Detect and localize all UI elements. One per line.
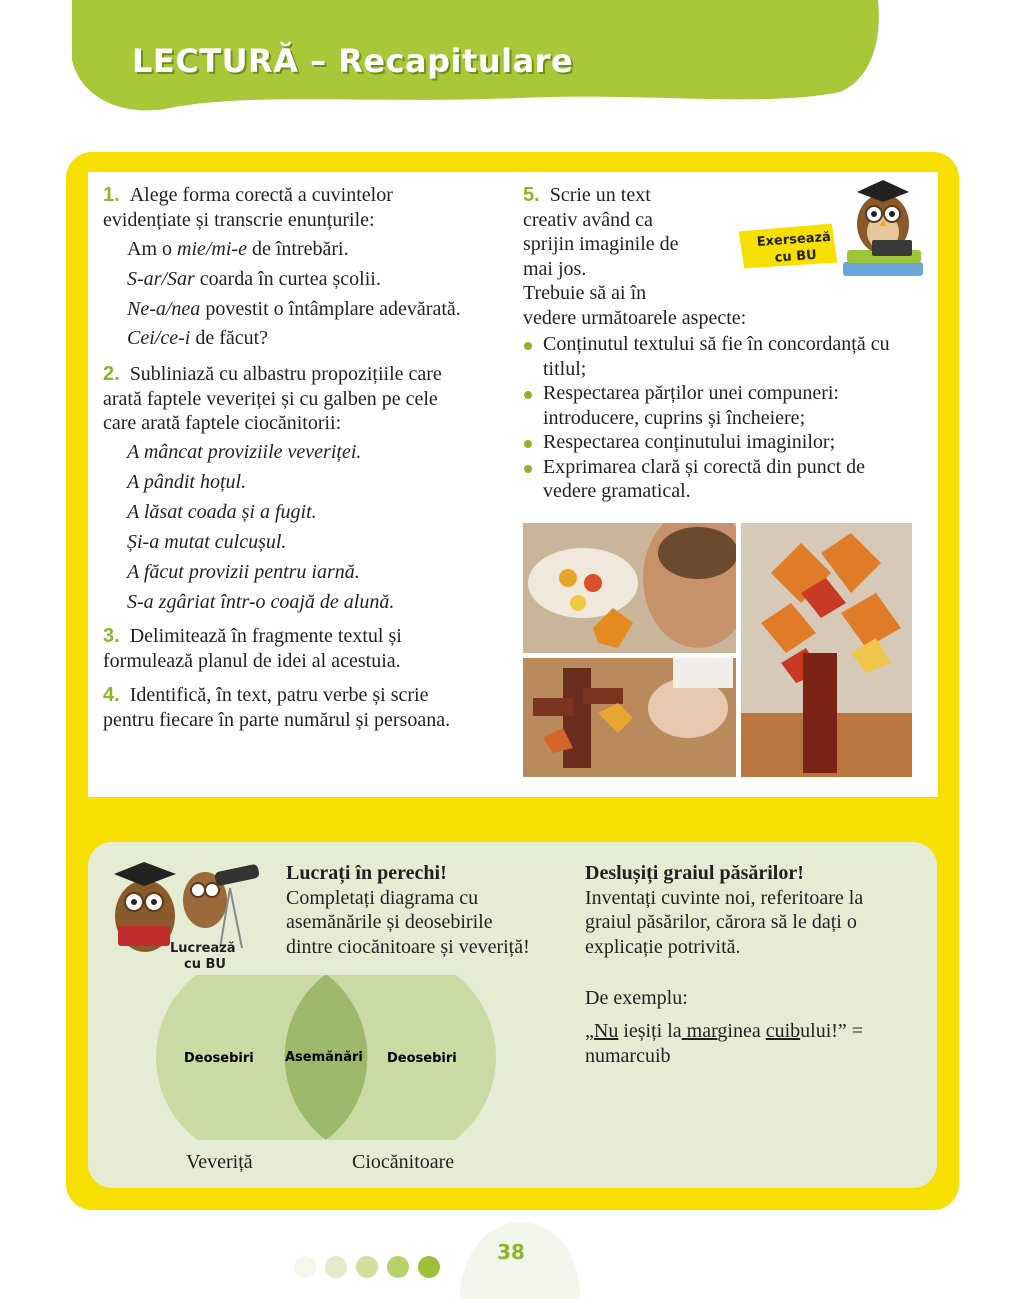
page-number: 38 [497,1240,525,1264]
progress-dot [294,1256,316,1278]
svg-text:cu BU: cu BU [184,957,226,970]
svg-text:Exersează: Exersează [756,229,832,250]
ex2-item: S-a zgâriat într-o coajă de alună. [127,591,395,613]
progress-dot [387,1256,409,1278]
ex2-item: Și-a mutat culcușul. [127,531,287,553]
example-result: numarcuib [585,1044,671,1067]
criteria-item: Respectarea părților unei compuneri: introducere, cuprins și încheiere; [523,381,923,430]
ex1-item: Ne-a/nea povestit o întâmplare adevărată. [127,298,461,320]
ex2-item: A mâncat proviziile veveriței. [127,441,362,463]
photo-paper-tree [523,658,736,777]
progress-dot [418,1256,440,1278]
venn-right-label: Deosebiri [387,1051,457,1066]
venn-caption-left: Veveriță [186,1151,253,1173]
photo-painting-leaves [523,523,736,653]
exercise-number: 1. [103,184,120,206]
exercise-number: 5. [523,184,540,206]
owls-icon [114,862,260,952]
exerseaza-badge [735,172,935,292]
ex1-item: S-ar/Sar coarda în curtea școlii. [127,268,381,290]
criteria-item: Exprimarea clară și corectă din punct de vedere gramatical. [523,455,923,504]
criteria-list [523,332,923,504]
svg-text:cu BU: cu BU [774,247,818,266]
ex2-item: A pândit hoțul. [127,471,247,493]
exercise-1 [103,183,513,232]
ex1-item: Am o mie/mi-e de întrebări. [127,238,349,260]
progress-dot [325,1256,347,1278]
exercise-number: 4. [103,684,120,706]
venn-left-label: Deosebiri [184,1051,254,1066]
exercise-text: Alege forma corectă a cuvintelor [129,184,393,206]
exercise-2: 2. Subliniază cu albastru propozițiile care arată faptele veveriței și cu galben pe cele care arată faptele ciocănitorii: [103,363,442,434]
lucreaza-badge [100,858,265,970]
svg-text:Lucrează: Lucrează [170,941,236,956]
venn-diagram [150,975,502,1140]
progress-dot [356,1256,378,1278]
ex2-item: A făcut provizii pentru iarnă. [127,561,360,583]
pairs-text: Lucrați în perechi! Completați diagrama cu asemănările și deosebirile dintre ciocănitoare și veveriță! [286,861,576,959]
pairs-title: Lucrați în perechi! [286,862,447,884]
example-label: De exemplu: [585,987,688,1009]
exercise-4: 4. Identifică, în text, patru verbe și scrie pentru fiecare în parte numărul și persoana. [103,684,451,731]
birds-title: Deslușiți graiul păsărilor! [585,862,804,884]
venn-caption-right: Ciocănitoare [352,1151,455,1173]
example-sentence: „Nu ieșiți la marginea cuibului!” = numarcuib [585,1019,925,1068]
criteria-item: Conținutul textului să fie în concordanță cu titlul; [523,332,923,381]
owl-icon [857,180,912,256]
page-title: LECTURĂ – Recapitulare [132,42,574,80]
venn-middle-label: Asemănări [285,1050,363,1065]
exercise-text: evidențiate și transcrie enunțurile: [103,208,375,231]
birds-text: Deslușiți graiul păsărilor! Inventați cuvinte noi, referitoare la graiul păsărilor, cărora să le dați o explicație potrivită. [585,861,925,959]
exercise-5: 5. Scrie un text creativ având ca sprijin imaginile de mai jos. Trebuie să ai în vedere următoarele aspecte: [523,184,747,329]
exercise-number: 2. [103,363,120,385]
exercise-number: 3. [103,625,120,647]
photo-autumn-vase [741,523,912,777]
ex2-item: A lăsat coada și a fugit. [127,501,317,523]
ex1-item: Cei/ce-i de făcut? [127,327,269,349]
exercise-3: 3. Delimitează în fragmente textul și formulează planul de idei al acestuia. [103,625,402,672]
criteria-item: Respectarea conținutului imaginilor; [523,430,923,455]
